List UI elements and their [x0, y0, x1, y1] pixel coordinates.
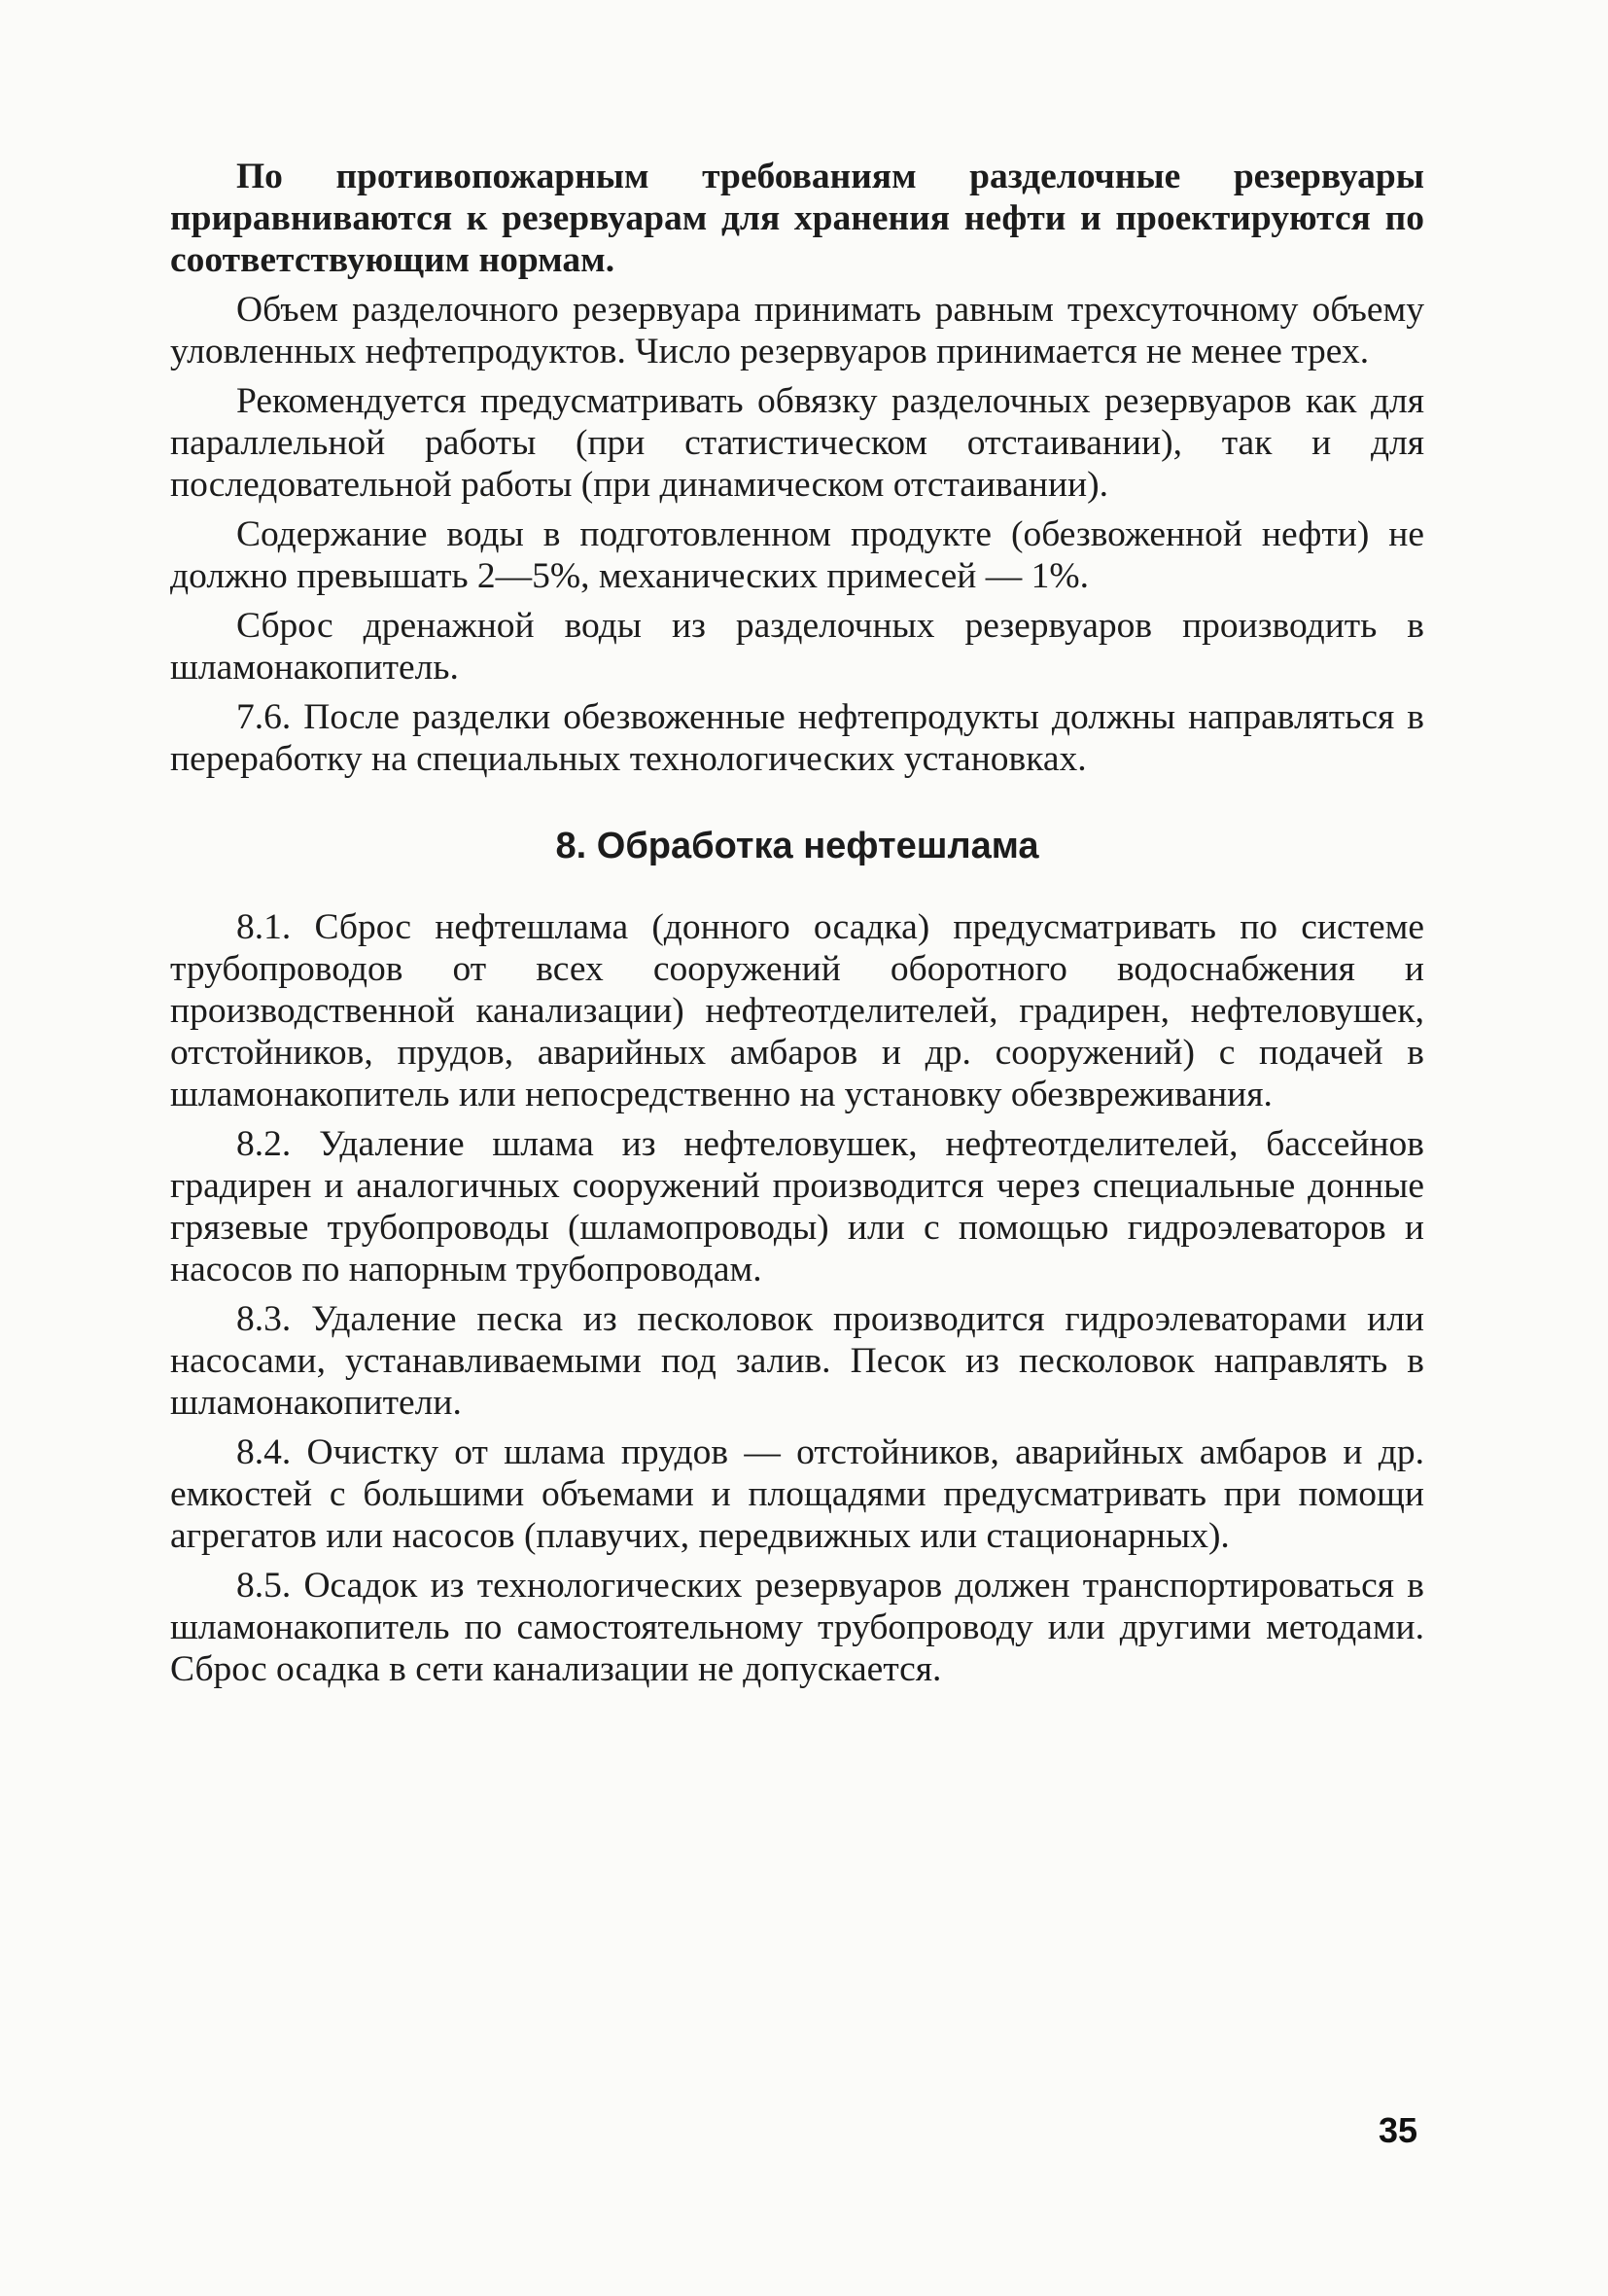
paragraph-drain-water: Сброс дренажной воды из разделочных резервуаров производить в шламонакопитель. — [170, 606, 1424, 688]
paragraph-piping-recommendation: Рекомендуется предусматривать обвязку разделочных резервуаров как для параллельной работы (при статистическом отстаивании), так и для последовательной работы (при динамическом отстаивании). — [170, 381, 1424, 505]
paragraph-7-6: 7.6. После разделки обезвоженные нефтепродукты должны направляться в переработку на специальных технологических установках. — [170, 697, 1424, 779]
page-number: 35 — [1379, 2110, 1418, 2150]
paragraph-8-5: 8.5. Осадок из технологических резервуаров должен транспортироваться в шламонакопитель по самостоятельному трубопроводу или другими методами. Сброс осадка в сети канализации не допускается. — [170, 1566, 1424, 1689]
paragraph-water-content: Содержание воды в подготовленном продукте (обезвоженной нефти) не должно превышать 2—5%, механических примесей — 1%. — [170, 514, 1424, 596]
document-body — [170, 156, 1424, 1690]
paragraph-8-2: 8.2. Удаление шлама из нефтеловушек, нефтеотделителей, бассейнов градирен и аналогичных сооружений производится через специальные донные грязевые трубопроводы (шламопроводы) или с помощью гидроэлеваторов и насосов по напорным трубопроводам. — [170, 1124, 1424, 1289]
paragraph-8-3: 8.3. Удаление песка из песколовок производится гидроэлеваторами или насосами, устанавливаемыми под залив. Песок из песколовок направлять в шламонакопители. — [170, 1299, 1424, 1423]
paragraph-tank-volume: Объем разделочного резервуара принимать равным трехсуточному объему уловленных нефтепродуктов. Число резервуаров принимается не менее трех. — [170, 290, 1424, 371]
section-heading: 8. Обработка нефтешлама — [555, 826, 1039, 866]
paragraph-fire-safety: По противопожарным требованиям разделочные резервуары приравниваются к резервуарам для хранения нефти и проектируются по соответствующим нормам. — [170, 157, 1424, 280]
paragraph-8-1: 8.1. Сброс нефтешлама (донного осадка) предусматривать по системе трубопроводов от всех сооружений оборотного водоснабжения и производственной канализации) нефтеотделителей, градирен, нефтеловушек, отстойников, прудов, аварийных амбаров и др. сооружений) с подачей в шламонакопитель или непосредственно на установку обезвреживания. — [170, 907, 1424, 1114]
paragraph-8-4: 8.4. Очистку от шлама прудов — отстойников, аварийных амбаров и др. емкостей с большими объемами и площадями предусматривать при помощи агрегатов или насосов (плавучих, передвижных или стационарных). — [170, 1432, 1424, 1556]
